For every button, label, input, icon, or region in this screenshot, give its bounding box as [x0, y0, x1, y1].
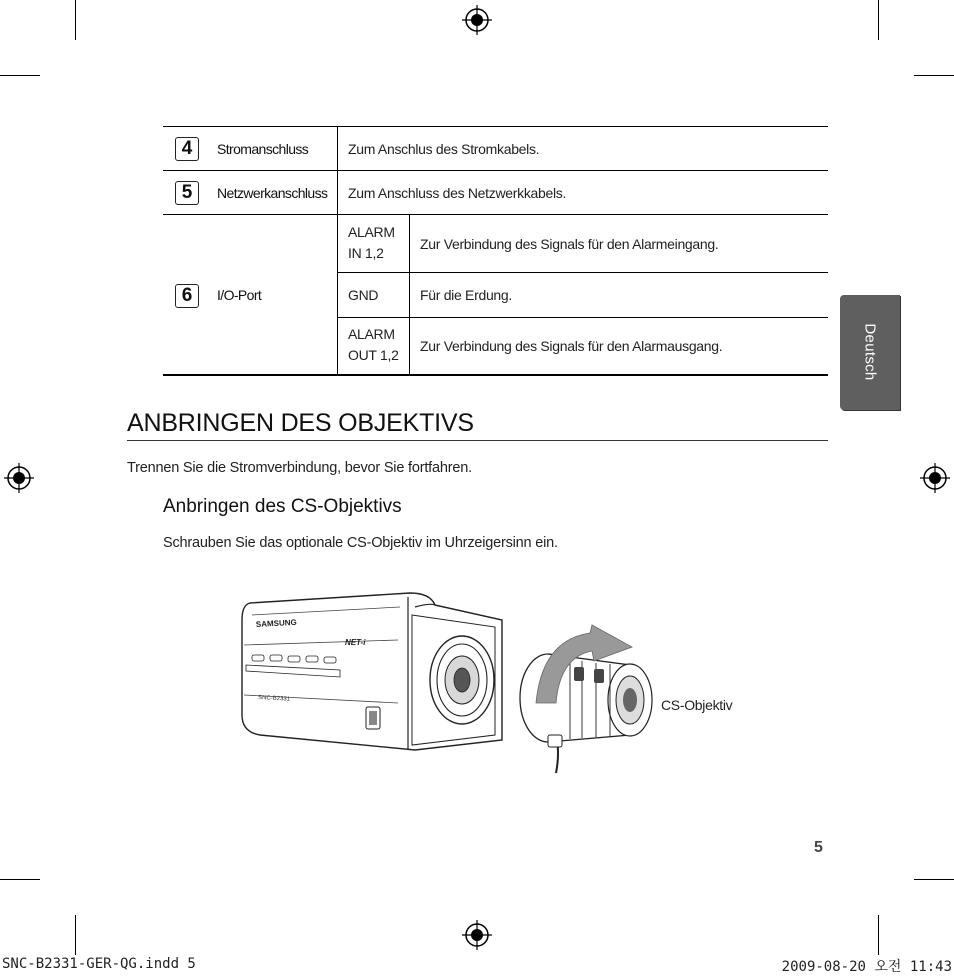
pin-description: Zur Verbindung des Signals für den Alarmausgang. [420, 338, 723, 354]
section-title: ANBRINGEN DES OBJEKTIVS [127, 409, 474, 437]
brand-label: SAMSUNG [255, 617, 297, 629]
model-label: SNC-B2331 [257, 695, 291, 703]
language-tab: Deutsch [840, 295, 900, 410]
pin-name: GND [348, 287, 379, 303]
row-label: Netzwerkanschluss [217, 185, 328, 201]
row-description: Zum Anschluss des Netzwerkkabels. [348, 185, 567, 201]
crop-mark [878, 0, 879, 40]
crop-mark [75, 0, 76, 40]
registration-mark-icon [462, 920, 492, 950]
crop-mark [0, 879, 40, 880]
camera-lens-illustration [230, 585, 670, 780]
row-label: Stromanschluss [217, 141, 309, 157]
crop-mark [0, 75, 40, 76]
subsection-title: Anbringen des CS-Objektivs [163, 496, 402, 517]
pin-description: Zur Verbindung des Signals für den Alarmeingang. [420, 236, 719, 252]
page-number: 5 [814, 839, 823, 856]
item-number-badge: 6 [175, 284, 199, 308]
crop-mark [914, 879, 954, 880]
footer-filename: SNC-B2331-GER-QG.indd 5 [2, 956, 196, 972]
pin-name: ALARM IN 1,2 [348, 224, 395, 261]
connector-table [163, 126, 828, 376]
registration-mark-icon [462, 5, 492, 35]
pin-name: ALARM OUT 1,2 [348, 326, 399, 363]
registration-mark-icon [920, 463, 950, 493]
pin-description: Für die Erdung. [420, 287, 512, 303]
registration-mark-icon [4, 463, 34, 493]
intro-text: Trennen Sie die Stromverbindung, bevor Sie fortfahren. [127, 460, 472, 476]
logo-label: NET-i [345, 638, 366, 647]
footer-timestamp: 2009-08-20 오전 11:43 [781, 959, 952, 975]
item-number-badge: 5 [175, 181, 199, 205]
section-divider [127, 440, 828, 441]
crop-mark [878, 915, 879, 955]
instruction-text: Schrauben Sie das optionale CS-Objektiv im Uhrzeigersinn ein. [163, 535, 558, 551]
crop-mark [75, 915, 76, 955]
crop-mark [914, 75, 954, 76]
row-description: Zum Anschlus des Stromkabels. [348, 141, 540, 157]
lens-callout-label: CS-Objektiv [661, 697, 733, 713]
item-number-badge: 4 [175, 137, 199, 161]
row-label: I/O-Port [217, 287, 262, 303]
